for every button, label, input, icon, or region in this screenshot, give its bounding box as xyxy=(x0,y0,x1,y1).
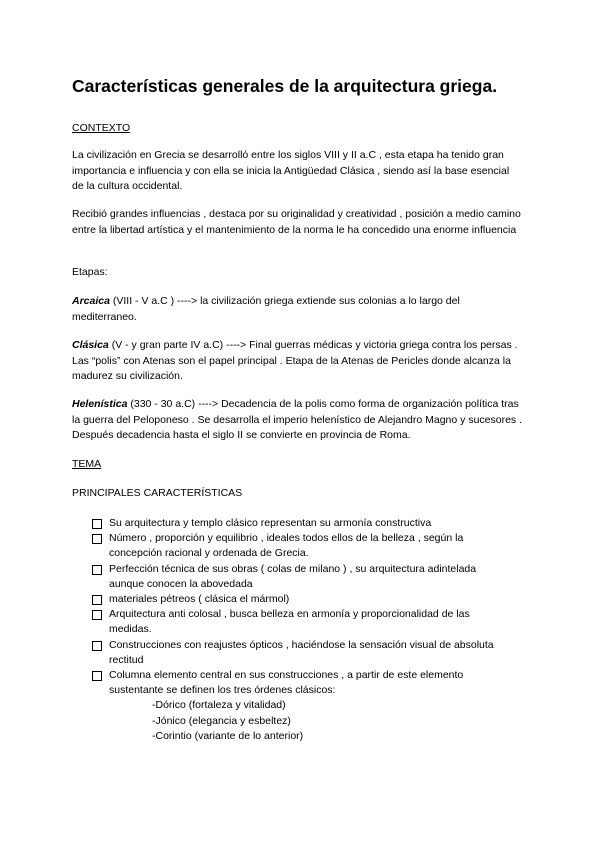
stage-description: (VIII - V a.C ) ----> la civilización griega extiende sus colonias a lo largo del mediterraneo. xyxy=(72,295,460,323)
checkbox[interactable] xyxy=(92,565,102,575)
checkbox[interactable] xyxy=(92,641,102,651)
characteristics-heading: PRINCIPALES CARACTERÍSTICAS xyxy=(72,487,243,499)
list-item-text: Número , proporción y equilibrio , ideales todos ellos de la belleza , según la concepción racional y ordenada de Grecia. xyxy=(109,532,464,560)
stage-description: (V - y gran parte IV a.C) ----> Final guerras médicas y victoria griega contra los persas . Las “polis” con Atenas son el papel principal . Etapa de la Atenas de Pericles donde alcanza la madurez su civilización. xyxy=(72,339,518,382)
checkbox[interactable] xyxy=(92,534,102,544)
context-paragraph-2: Recibió grandes influencias , destaca por su originalidad y creatividad , posición a medio camino entre la libertad artística y el mantenimiento de la norma le ha concedido una enorme influencia xyxy=(72,208,521,236)
stages-label: Etapas: xyxy=(72,266,108,278)
list-item-text: materiales pétreos ( clásica el mármol) xyxy=(109,593,290,606)
order-dorico: -Dórico (fortaleza y vitalidad) xyxy=(152,699,286,712)
stage-description: (330 - 30 a.C) ----> Decadencia de la polis como forma de organización política tras la guerra del Peloponeso . Se desarrolla el imperio helenístico de Alejandro Magno y sucesores . Después decadencia hasta el siglo II se convierte en provincia de Roma. xyxy=(72,398,523,441)
stage-arcaica xyxy=(72,294,522,325)
stage-name: Helenística xyxy=(72,398,128,410)
checkbox[interactable] xyxy=(92,671,102,681)
list-item-text: Su arquitectura y templo clásico representan su armonía constructiva xyxy=(109,517,432,529)
list-item-text: Construcciones con reajustes ópticos , haciéndose la sensación visual de absoluta rectitud xyxy=(109,638,494,666)
list-item xyxy=(92,638,512,668)
stage-clasica xyxy=(72,338,522,385)
list-item xyxy=(92,562,512,592)
list-item xyxy=(92,592,512,607)
classical-orders-list xyxy=(109,698,512,744)
stage-helenistica xyxy=(72,397,522,444)
list-item-text: Arquitectura anti colosal , busca belleza en armonía y proporcionalidad de las medidas. xyxy=(109,608,470,636)
checkbox[interactable] xyxy=(92,519,102,529)
list-item xyxy=(92,607,512,637)
list-item xyxy=(92,516,512,531)
checkbox[interactable] xyxy=(92,595,102,605)
context-paragraph-1: La civilización en Grecia se desarrolló entre los siglos VIII y II a.C , esta etapa ha tenido gran importancia e influencia y con ella se inicia la Antigüedad Clásica , siendo así la base esencial de la cultura occidental. xyxy=(72,149,510,192)
list-item-text: Columna elemento central en sus construcciones , a partir de este elemento sustentante se definen los tres órdenes clásicos: xyxy=(109,669,464,697)
list-item xyxy=(92,668,512,744)
stage-name: Arcaica xyxy=(72,295,110,307)
characteristics-list xyxy=(92,516,512,744)
context-heading: CONTEXTO xyxy=(72,122,131,134)
order-jonico: -Jónico (elegancia y esbeltez) xyxy=(152,714,291,727)
order-corintio: -Corintio (variante de lo anterior) xyxy=(152,729,304,742)
document-title: Características generales de la arquitectura griega. xyxy=(72,76,498,96)
list-item xyxy=(92,531,512,561)
checkbox[interactable] xyxy=(92,610,102,620)
theme-heading: TEMA xyxy=(72,458,102,470)
list-item-text: Perfección técnica de sus obras ( colas de milano ) , su arquitectura adintelada aunque conocen la abovedada xyxy=(109,562,477,590)
stage-name: Clásica xyxy=(72,339,109,351)
